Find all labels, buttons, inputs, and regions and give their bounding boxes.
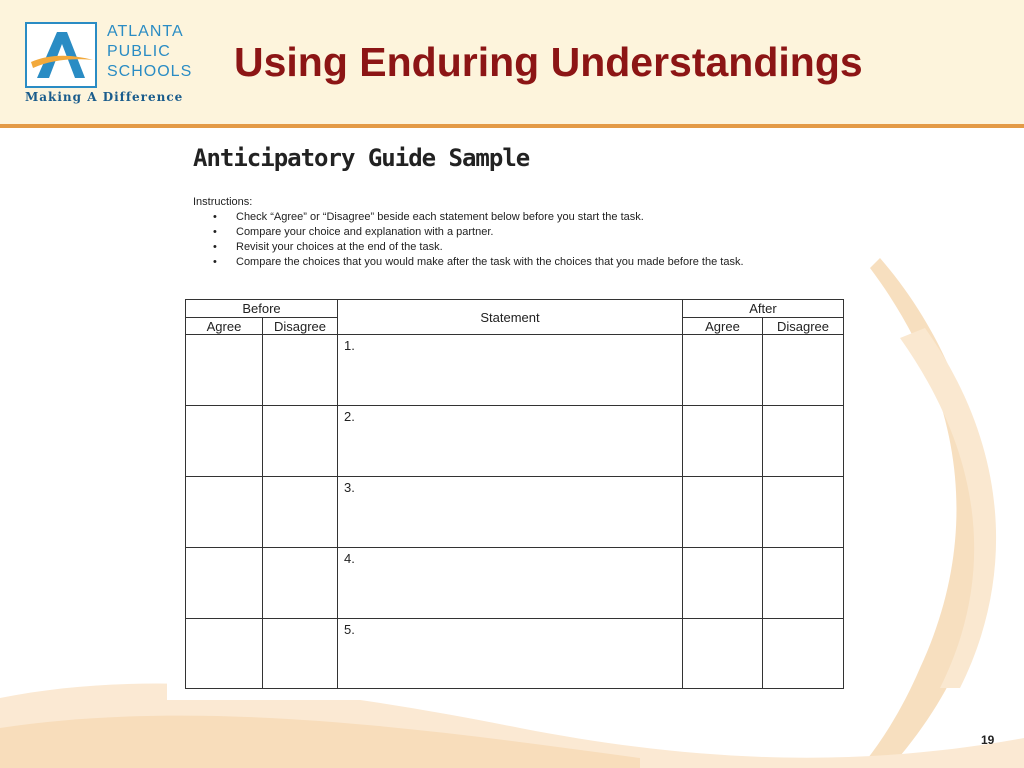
after-agree-cell — [683, 406, 763, 477]
list-item: • Compare the choices that you would make after the task with the choices that you made before the task. — [193, 255, 833, 270]
before-disagree-cell — [263, 477, 338, 548]
document-title: Anticipatory Guide Sample — [193, 144, 530, 172]
after-agree-cell — [683, 335, 763, 406]
logo-text-line3: SCHOOLS — [107, 63, 193, 80]
statement-header: Statement — [338, 300, 683, 335]
after-disagree-header: Disagree — [763, 318, 844, 335]
table-row — [186, 548, 844, 619]
before-disagree-header: Disagree — [263, 318, 338, 335]
slide-title: Using Enduring Understandings — [234, 39, 863, 85]
after-disagree-cell — [763, 406, 844, 477]
before-disagree-cell — [263, 619, 338, 689]
after-agree-header: Agree — [683, 318, 763, 335]
atlanta-public-schools-logo — [25, 22, 205, 108]
after-agree-cell — [683, 619, 763, 689]
statement-cell: 4. — [338, 548, 683, 619]
table-row — [186, 477, 844, 548]
list-item: • Check “Agree” or “Disagree” beside each statement below before you start the task. — [193, 210, 833, 225]
before-agree-cell — [186, 548, 263, 619]
page-number: 19 — [981, 733, 995, 747]
logo-text-line2: PUBLIC — [107, 43, 171, 60]
table-row — [186, 335, 844, 406]
logo-emblem — [25, 22, 97, 88]
before-disagree-cell — [263, 406, 338, 477]
list-item: • Revisit your choices at the end of the task. — [193, 240, 833, 255]
table-row — [186, 619, 844, 689]
logo-text-line1: ATLANTA — [107, 23, 184, 40]
before-agree-cell — [186, 335, 263, 406]
statement-cell: 3. — [338, 477, 683, 548]
table-row — [186, 406, 844, 477]
statement-cell: 1. — [338, 335, 683, 406]
before-disagree-cell — [263, 548, 338, 619]
statement-cell: 5. — [338, 619, 683, 689]
letter-a-icon — [27, 24, 95, 86]
instructions-label: Instructions: — [193, 196, 253, 208]
after-header: After — [683, 300, 844, 318]
after-disagree-cell — [763, 619, 844, 689]
anticipatory-guide-table — [185, 299, 844, 689]
before-agree-cell — [186, 477, 263, 548]
after-agree-cell — [683, 477, 763, 548]
before-disagree-cell — [263, 335, 338, 406]
before-agree-cell — [186, 406, 263, 477]
before-agree-cell — [186, 619, 263, 689]
statement-cell: 2. — [338, 406, 683, 477]
instructions-list — [193, 210, 833, 270]
before-agree-header: Agree — [186, 318, 263, 335]
before-header: Before — [186, 300, 338, 318]
list-item: • Compare your choice and explanation with a partner. — [193, 225, 833, 240]
after-disagree-cell — [763, 548, 844, 619]
logo-tagline: Making A Difference — [25, 90, 184, 104]
document-image — [167, 132, 856, 700]
after-disagree-cell — [763, 335, 844, 406]
after-agree-cell — [683, 548, 763, 619]
after-disagree-cell — [763, 477, 844, 548]
